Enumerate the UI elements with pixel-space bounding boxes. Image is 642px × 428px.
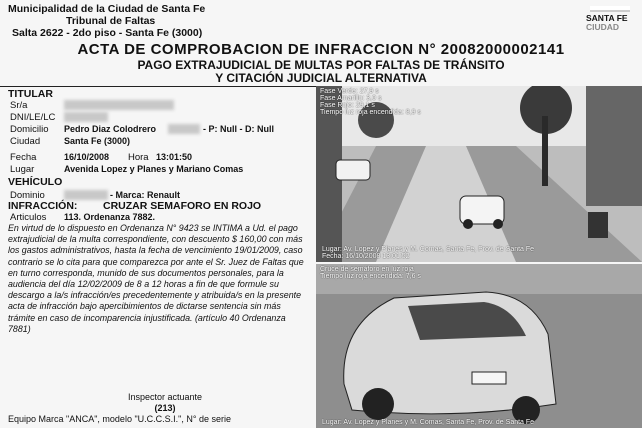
inspector-number: (213) bbox=[154, 403, 176, 413]
document-subtitle-2: Y CITACIÓN JUDICIAL ALTERNATIVA bbox=[215, 71, 427, 85]
red-light-time-2: Tiempo luz roja encendida: 7,6 s bbox=[320, 273, 421, 280]
domicilio-suffix: - P: Null - D: Null bbox=[203, 124, 274, 134]
photo-bottom-caption: Lugar: Av. Lopez y Planes y M. Comas, Santa Fe, Prov. de Santa Fe bbox=[322, 419, 535, 426]
redacted-dni bbox=[64, 112, 108, 122]
red-light-time: Tiempo luz roja encendida: 8,9 s bbox=[320, 109, 421, 116]
redacted-plate bbox=[64, 190, 108, 200]
dni-label: DNI/LE/LC bbox=[10, 112, 56, 123]
redacted-name bbox=[64, 100, 174, 110]
marca-value: - Marca: Renault bbox=[110, 190, 181, 200]
hora-value: 13:01:50 bbox=[156, 152, 193, 162]
articulos-value: 113. Ordenanza 7882. bbox=[64, 212, 156, 222]
redacted-domicilio-number bbox=[168, 124, 200, 134]
document-subtitle-1: PAGO EXTRAJUDICIAL DE MULTAS POR FALTAS DE TRÁNSITO bbox=[137, 58, 505, 72]
tribunal-address: Salta 2622 - 2do piso - Santa Fe (3000) bbox=[12, 27, 203, 39]
santa-fe-logo bbox=[586, 14, 628, 32]
small-seal-logo bbox=[590, 6, 630, 13]
hora-label: Hora bbox=[128, 152, 149, 163]
sra-label: Sr/a bbox=[10, 100, 28, 111]
fecha-label: Fecha bbox=[10, 152, 37, 163]
infraccion-label: INFRACCIÓN: bbox=[8, 200, 78, 212]
lugar-value: Avenida Lopez y Planes y Mariano Comas bbox=[64, 164, 244, 174]
phase-yellow: Fase Amarillo: 3,0 s bbox=[320, 95, 382, 102]
phase-red: Fase Rojo: 29,1 s bbox=[320, 102, 375, 109]
camera-photo-top bbox=[316, 86, 642, 262]
vehiculo-heading: VEHÍCULO bbox=[8, 176, 63, 188]
photo-top-date: Fecha: 16/10/2008 13:01:52 bbox=[322, 253, 410, 260]
tribunal-name: Tribunal de Faltas bbox=[66, 15, 156, 27]
logo-line2: CIUDAD bbox=[586, 22, 620, 32]
fecha-value: 16/10/2008 bbox=[64, 152, 110, 162]
car-closeup-image bbox=[316, 264, 642, 428]
lugar-label: Lugar bbox=[10, 164, 35, 175]
ciudad-label: Ciudad bbox=[10, 136, 41, 147]
inspector-label: Inspector actuante bbox=[127, 392, 203, 402]
photo-top-caption: Lugar: Av. Lopez y Planes y M. Comas, Santa Fe, Prov. de Santa Fe bbox=[322, 246, 535, 253]
phase-green: Fase Verde: 27,9 s bbox=[320, 88, 379, 95]
red-crossing-label: Cruce de semáforo en luz roja bbox=[320, 266, 414, 273]
municipality-name: Municipalidad de la Ciudad de Santa Fe bbox=[8, 3, 206, 15]
domicilio-label: Domicilio bbox=[10, 124, 49, 135]
domicilio-value: Pedro Diaz Colodrero bbox=[64, 124, 157, 134]
titular-heading: TITULAR bbox=[8, 88, 53, 100]
articulos-label: Articulos bbox=[10, 212, 47, 223]
header-block bbox=[8, 3, 205, 39]
ciudad-value: Santa Fe (3000) bbox=[64, 136, 131, 146]
equipo-text: Equipo Marca "ANCA", modelo "U.C.C.S.I.", N° de serie bbox=[8, 414, 231, 424]
document-title: ACTA DE COMPROBACION DE INFRACCION N° 20082000002141 bbox=[77, 41, 565, 58]
notice-paragraph: En virtud de lo dispuesto en Ordenanza N° 9423 se INTIMA a Ud. el pago extrajudicial de la multa correspondiente, con descuento $ 160,00 con más los gastos administrativos, hasta la fecha de vencimiento 19/01/2009, caso contrario se lo cita para que comparezca por ante el Sr. Juez de Faltas que en turno corresponda, munido de sus documentos personales, para la audiencia del día 12/02/2009 de 8 a 12 horas a fin de que formule su descargo a la/s infracción/es precedentemente y atribuida/s en la presente acta de infracción bajo apercibimientos de dictarse sentencia sin más trámite en caso de incomparencia injustificada. (artículo 40 Ordenanza 7881) bbox=[8, 223, 304, 334]
logo-line1: SANTA FE bbox=[586, 13, 628, 23]
camera-photo-bottom bbox=[316, 264, 642, 428]
infraccion-value: CRUZAR SEMAFORO EN ROJO bbox=[103, 200, 262, 212]
dominio-label: Dominio bbox=[10, 190, 45, 201]
